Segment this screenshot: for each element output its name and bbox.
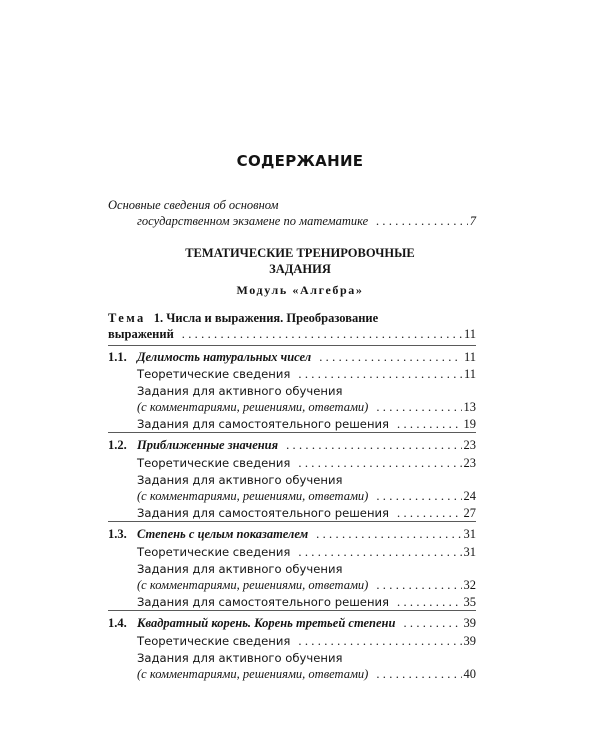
subentry-label-italic: (с комментариями, решениями, ответами)	[137, 400, 369, 414]
page-number: 19	[463, 417, 476, 431]
subentry-label: Задания для активного обучения	[137, 562, 343, 576]
subentry-label-italic: (с комментариями, решениями, ответами)	[137, 489, 369, 503]
page-number: 35	[463, 595, 476, 609]
section-number: 1.4.	[108, 616, 127, 630]
section-title-line1: ТЕМАТИЧЕСКИЕ ТРЕНИРОВОЧНЫЕ	[185, 246, 415, 260]
toc-section-1-1[interactable]	[108, 349, 476, 365]
leader-dots	[376, 399, 461, 415]
page-number: 23	[463, 438, 476, 452]
divider	[108, 345, 476, 346]
subentry-label: Задания для активного обучения	[137, 384, 343, 398]
leader-dots	[376, 488, 461, 504]
toc-entry-theme[interactable]	[108, 310, 476, 342]
subentry-label: Задания для активного обучения	[137, 651, 343, 665]
toc-subentry[interactable]	[137, 366, 476, 382]
page-number: 13	[463, 400, 476, 414]
divider	[108, 610, 476, 611]
leader-dots	[376, 577, 461, 593]
theme-line1: 1. Числа и выражения. Преобразование	[153, 311, 379, 325]
toc-subentry[interactable]	[137, 633, 476, 649]
subentry-label: Теоретические сведения	[137, 367, 291, 381]
leader-dots	[397, 416, 461, 432]
leader-dots	[376, 666, 461, 682]
page-title: СОДЕРЖАНИЕ	[236, 152, 364, 170]
subentry-label-italic: (с комментариями, решениями, ответами)	[137, 578, 369, 592]
page-number: 40	[463, 667, 476, 681]
subentry-label: Задания для самостоятельного решения	[137, 595, 390, 609]
page-number: 32	[463, 578, 476, 592]
section-title: Квадратный корень. Корень третьей степени	[137, 616, 396, 630]
toc-entry-intro-line1: Основные сведения об основном	[108, 198, 279, 212]
leader-dots	[298, 544, 461, 560]
page-number: 31	[463, 527, 476, 541]
leader-dots	[298, 455, 461, 471]
section-number: 1.1.	[108, 350, 127, 364]
toc-entry-intro[interactable]	[108, 197, 476, 229]
module-title: Модуль «Алгебра»	[236, 283, 364, 297]
toc-section-1-3[interactable]	[108, 526, 476, 542]
divider	[108, 521, 476, 522]
page-number: 39	[463, 634, 476, 648]
page-number: 27	[463, 506, 476, 520]
subentry-label: Теоретические сведения	[137, 634, 291, 648]
page-number: 23	[463, 456, 476, 470]
leader-dots	[182, 326, 462, 342]
toc-subentry[interactable]	[137, 594, 476, 610]
page-number: 11	[463, 367, 476, 381]
theme-line2: выражений	[108, 327, 174, 341]
toc-entry-intro-line2: государственном экзамене по математике	[137, 214, 369, 228]
section-title: Делимость натуральных чисел	[137, 350, 312, 364]
leader-dots	[319, 349, 462, 365]
page-number: 7	[469, 214, 476, 228]
toc-subentry[interactable]	[137, 383, 476, 415]
leader-dots	[298, 366, 462, 382]
toc-subentry[interactable]	[137, 416, 476, 432]
toc-section-1-2[interactable]	[108, 437, 476, 453]
leader-dots	[397, 505, 461, 521]
theme-prefix: Тема	[108, 311, 146, 325]
leader-dots	[376, 213, 468, 229]
leader-dots	[316, 526, 461, 542]
leader-dots	[298, 633, 461, 649]
leader-dots	[286, 437, 461, 453]
section-number: 1.3.	[108, 527, 127, 541]
leader-dots	[397, 594, 461, 610]
section-title: Степень с целым показателем	[137, 527, 309, 541]
section-number: 1.2.	[108, 438, 127, 452]
leader-dots	[403, 615, 461, 631]
section-title-line2: ЗАДАНИЯ	[269, 262, 331, 276]
subentry-label: Задания для активного обучения	[137, 473, 343, 487]
subentry-label-italic: (с комментариями, решениями, ответами)	[137, 667, 369, 681]
toc-section-1-4[interactable]	[108, 615, 476, 631]
toc-subentry[interactable]	[137, 472, 476, 504]
toc-subentry[interactable]	[137, 505, 476, 521]
subentry-label: Задания для самостоятельного решения	[137, 417, 390, 431]
page-number: 11	[463, 350, 476, 364]
page-number: 24	[463, 489, 476, 503]
subentry-label: Теоретические сведения	[137, 456, 291, 470]
page-number: 11	[463, 327, 476, 341]
toc-subentry[interactable]	[137, 650, 476, 682]
subentry-label: Теоретические сведения	[137, 545, 291, 559]
page-number: 31	[463, 545, 476, 559]
section-title	[0, 245, 600, 277]
toc-subentry[interactable]	[137, 544, 476, 560]
section-title: Приближенные значения	[137, 438, 279, 452]
divider	[108, 432, 476, 433]
subentry-label: Задания для самостоятельного решения	[137, 506, 390, 520]
toc-subentry[interactable]	[137, 455, 476, 471]
page-number: 39	[463, 616, 476, 630]
toc-subentry[interactable]	[137, 561, 476, 593]
